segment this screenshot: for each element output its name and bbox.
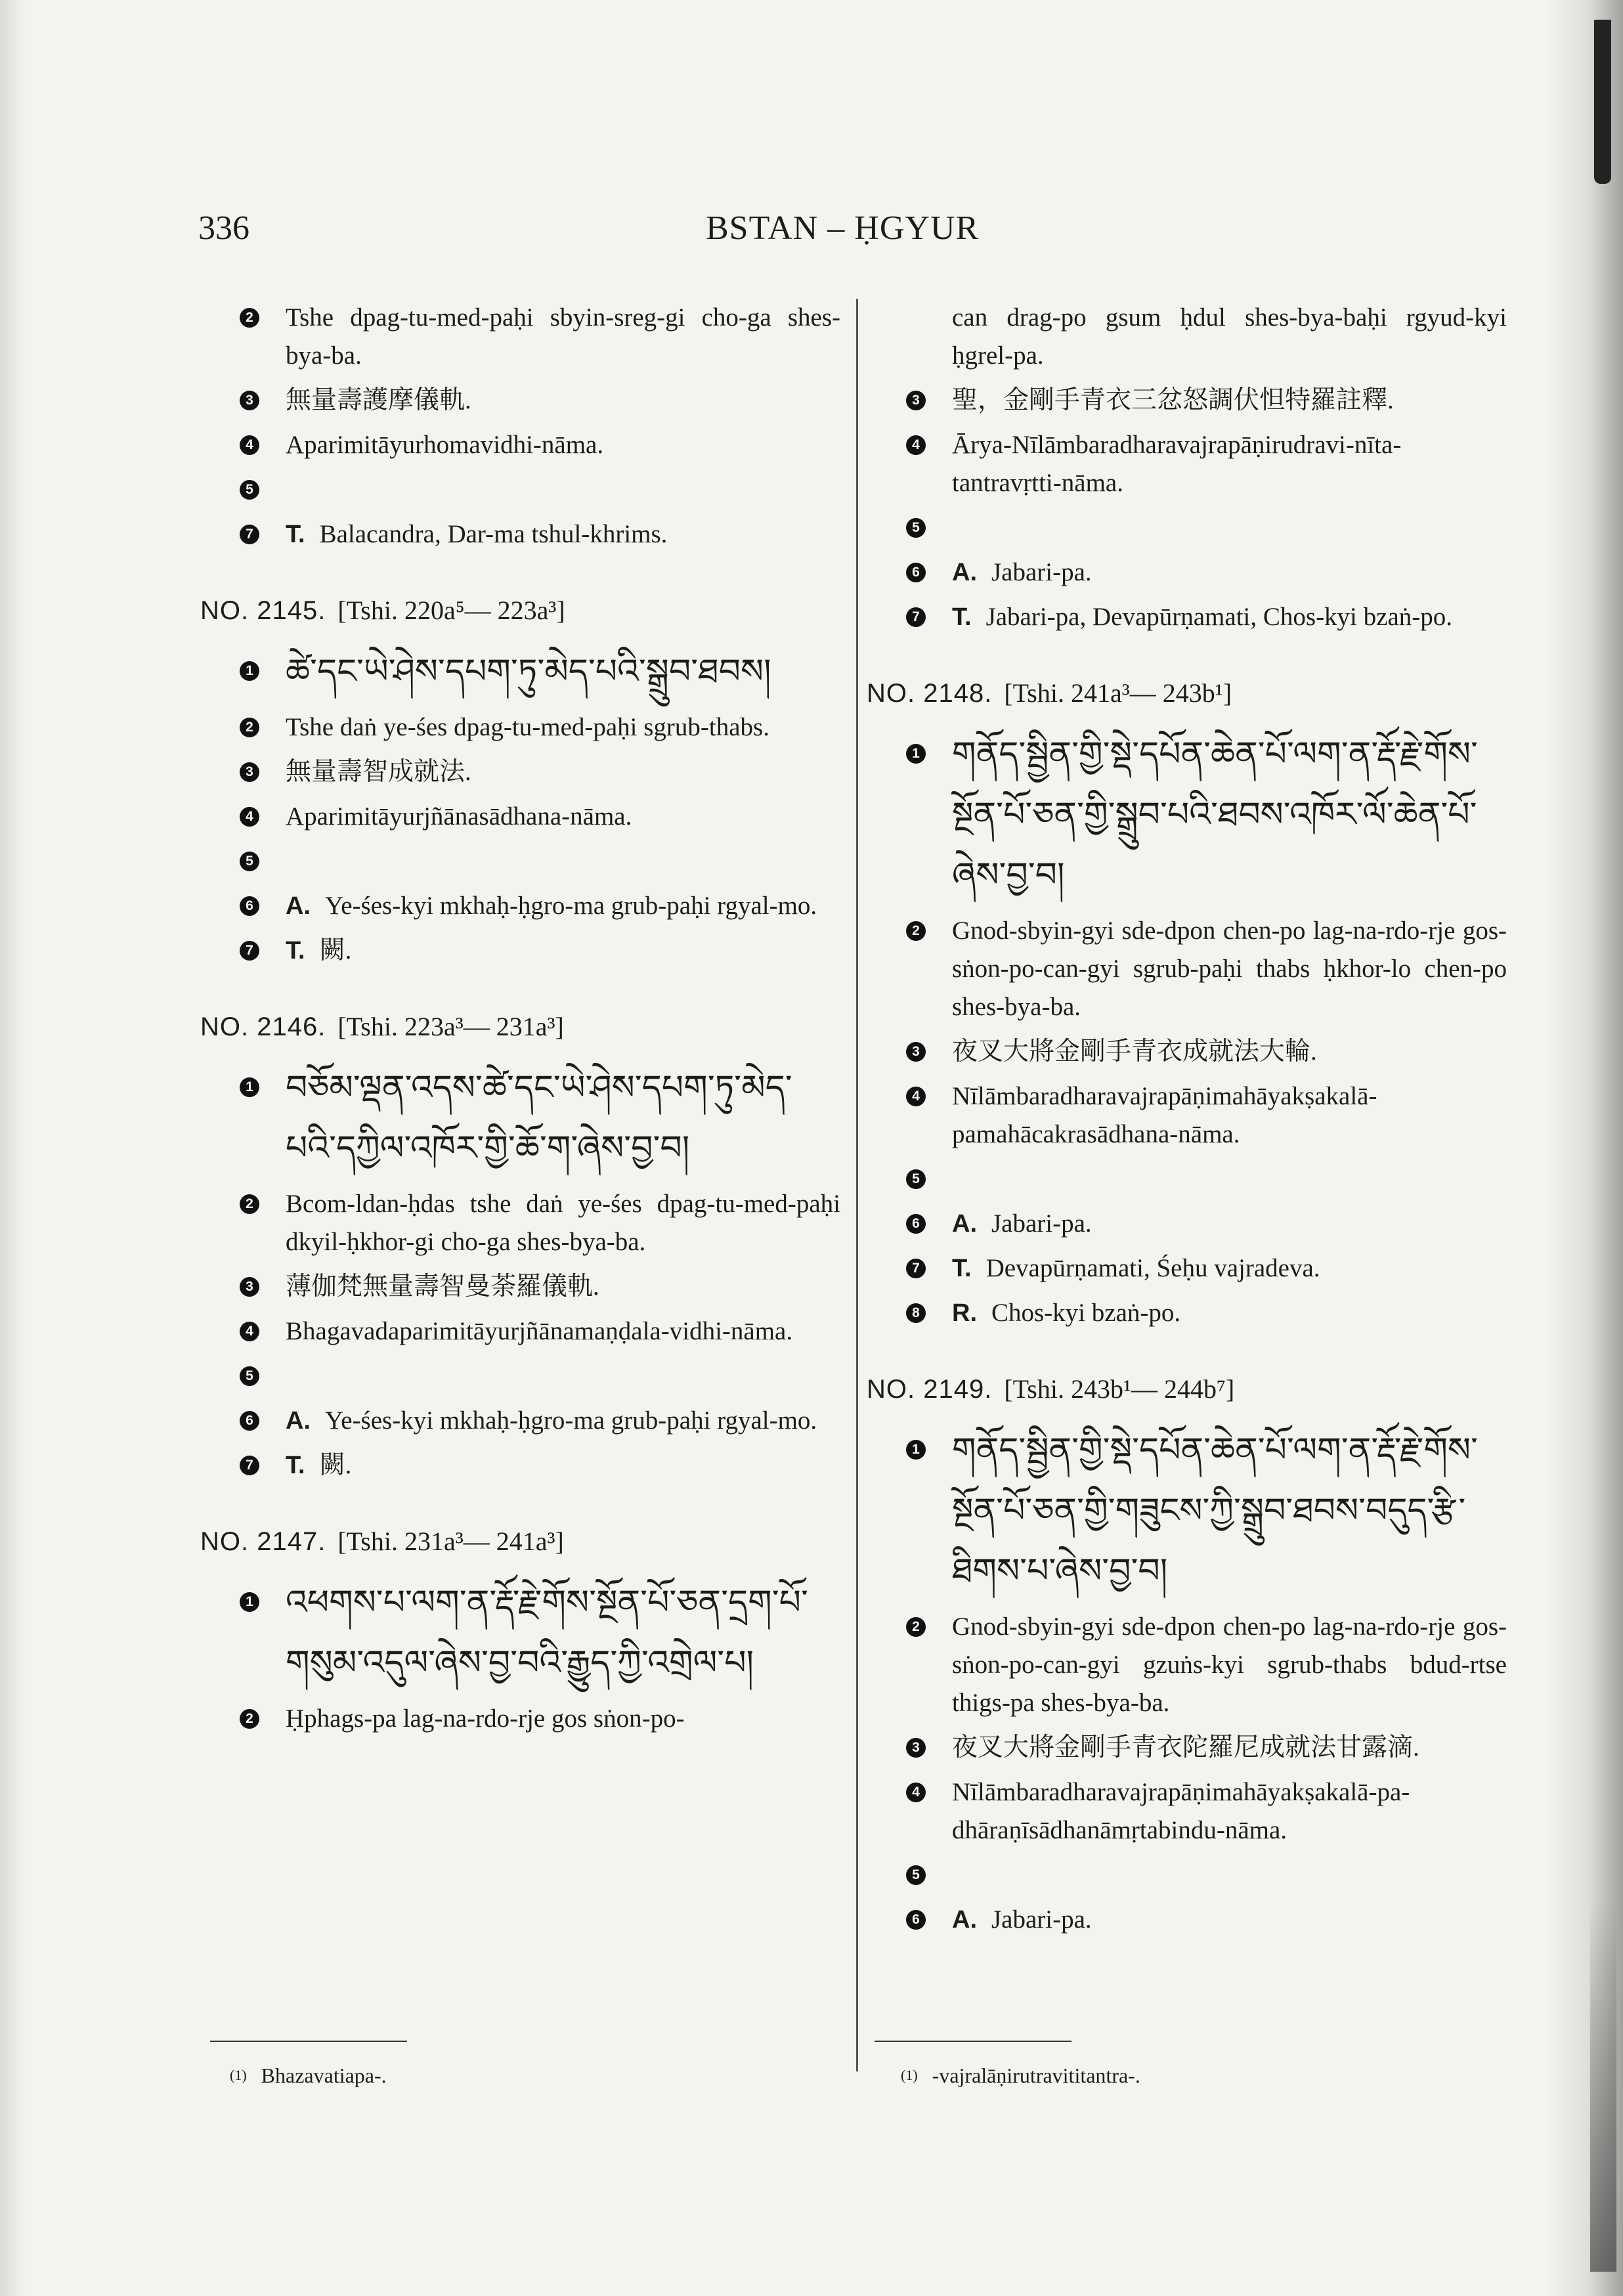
field-number-marker: 2	[240, 308, 259, 328]
field-5	[200, 1357, 840, 1395]
field-4	[867, 1077, 1507, 1154]
field-value: Nīlāmbaradharavajrapāṇimahāyakṣakalā-pamahācakrasādhana-nāma.	[952, 1082, 1377, 1148]
field-number-marker: 4	[906, 1087, 926, 1106]
field-number-marker: 2	[906, 921, 926, 941]
field-tag: T.	[952, 603, 972, 631]
field-value: Jabari-pa.	[991, 1905, 1092, 1934]
footnote-right	[901, 2064, 1140, 2088]
field-6	[867, 1205, 1507, 1243]
tibetan-title	[952, 724, 1507, 905]
tibetan-text: འཕགས་པ་ལག་ན་རྡོ་རྗེ་གོས་སྔོན་པོ་ཅན་དྲག་པོ་གསུམ་འདུལ་ཞེས་བྱ་བའི་རྒྱུད་ཀྱི་འགྲེལ་པ།	[286, 1583, 808, 1683]
field-value: Ye-śes-kyi mkhaḥ-ḥgro-ma grub-paḥi rgyal-mo.	[325, 1406, 817, 1435]
field-number-marker: 2	[240, 718, 259, 737]
entry-number: NO. 2147.	[200, 1527, 326, 1556]
tibetan-title	[286, 641, 840, 702]
field-value: Gnod-sbyin-gyi sde-dpon chen-po lag-na-rdo-rje gos-sṅon-po-can-gyi gzuṅs-kyi sgrub-thabs bdud-rtse thigs-pa shes-bya-ba.	[952, 1613, 1507, 1717]
field-number-marker: 1	[240, 1077, 259, 1097]
entry-heading	[867, 1370, 1507, 1408]
entry-heading	[200, 1008, 840, 1046]
field-text	[952, 381, 1507, 420]
field-number-marker: 1	[906, 744, 926, 764]
footnote-text: Bhazavatiapa-.	[261, 2064, 387, 2087]
field-value: Ye-śes-kyi mkhaḥ-ḥgro-ma grub-paḥi rgyal-mo.	[325, 892, 817, 920]
footnote-text: -vajralāṇirutravititantra-.	[932, 2064, 1140, 2087]
field-number-marker: 4	[240, 435, 259, 455]
field-3	[867, 381, 1507, 420]
field-number-marker: 5	[906, 1865, 926, 1885]
field-3	[200, 381, 840, 420]
folio-reference: [Tshi. 243b¹— 244b⁷]	[1004, 1374, 1235, 1404]
entry-heading	[200, 592, 840, 630]
field-2	[867, 1608, 1507, 1722]
field-7	[200, 515, 840, 553]
field-tag: R.	[952, 1299, 977, 1327]
field-value: Jabari-pa, Devapūrṇamati, Chos-kyi bzaṅ-po.	[985, 603, 1452, 631]
field-value: Balacandra, Dar-ma tshul-khrims.	[319, 520, 668, 548]
field-number-marker: 2	[240, 1709, 259, 1729]
field-text	[286, 381, 840, 420]
field-6	[867, 1901, 1507, 1939]
field-text	[286, 887, 840, 925]
field-number-marker: 6	[906, 1910, 926, 1930]
tibetan-title	[286, 1572, 840, 1693]
field-value: 無量壽智成就法.	[286, 758, 471, 786]
field-7	[867, 598, 1507, 636]
field-2	[200, 1700, 840, 1738]
field-value: Tshe daṅ ye-śes dpag-tu-med-paḥi sgrub-thabs.	[286, 713, 769, 741]
field-text	[952, 426, 1507, 502]
field-text	[952, 1077, 1507, 1154]
field-text	[286, 1185, 840, 1261]
field-text	[286, 753, 840, 791]
entry-number: NO. 2148.	[867, 679, 993, 708]
field-value: Jabari-pa.	[991, 1209, 1092, 1238]
entry-heading	[200, 1523, 840, 1561]
field-value: 聖，金剛手青衣三忿怒調伏怛特羅註釋.	[952, 386, 1394, 414]
tibetan-text: གནོད་སྦྱིན་གྱི་སྡེ་དཔོན་ཆེན་པོ་ལག་ན་རྡོ་རྗེ་གོས་སྔོན་པོ་ཅན་གྱི་སྒྲུབ་པའི་ཐབས་འཁོར་ལོ་ཆེན་པོ་ཞེས་བྱ་བ།	[952, 735, 1478, 895]
field-text	[952, 1205, 1507, 1243]
field-value: 夜叉大將金剛手青衣陀羅尼成就法甘露滴.	[952, 1733, 1419, 1762]
field-tag: T.	[952, 1255, 972, 1282]
field-text	[286, 798, 840, 836]
field-4	[200, 1312, 840, 1351]
field-7	[200, 1446, 840, 1484]
field-number-marker: 7	[240, 525, 259, 544]
footnote-left	[230, 2064, 387, 2088]
field-value: 薄伽梵無量壽智曼荼羅儀軌.	[286, 1272, 599, 1301]
folio-reference: [Tshi. 231a³— 241a³]	[337, 1527, 564, 1556]
field-value: Devapūrṇamati, Śeḥu vajradeva.	[985, 1254, 1320, 1282]
field-4	[867, 426, 1507, 502]
field-text	[286, 426, 840, 464]
field-number-marker: 2	[240, 1194, 259, 1214]
field-text	[286, 708, 840, 747]
field-number-marker: 5	[906, 1169, 926, 1189]
tibetan-text: ཚེ་དང་ཡེ་ཤེས་དཔག་ཏུ་མེད་པའི་སྒྲུབ་ཐབས།	[286, 652, 771, 691]
field-1	[200, 641, 840, 702]
field-8	[867, 1294, 1507, 1332]
scan-right-edge	[1544, 0, 1623, 2296]
field-6	[200, 1402, 840, 1440]
field-text	[952, 553, 1507, 592]
field-number-marker: 5	[240, 852, 259, 871]
catalog-entry	[867, 1370, 1507, 1939]
field-tag: A.	[952, 559, 977, 586]
scan-left-grain	[0, 0, 26, 2296]
field-2	[867, 912, 1507, 1026]
field-number-marker: 5	[240, 1366, 259, 1386]
folio-reference: [Tshi. 241a³— 243b¹]	[1004, 678, 1232, 708]
field-2	[200, 708, 840, 747]
field-text	[952, 1033, 1507, 1071]
folio-reference: [Tshi. 223a³— 231a³]	[337, 1012, 564, 1041]
catalog-entry	[867, 674, 1507, 1332]
field-number-marker: 1	[906, 1440, 926, 1460]
field-number-marker: 7	[240, 1456, 259, 1475]
field-4	[867, 1773, 1507, 1850]
field-number-marker: 5	[240, 480, 259, 500]
entry-heading	[867, 674, 1507, 712]
field-value: Bhagavadaparimitāyurjñānamaṇḍala-vidhi-nāma.	[286, 1317, 793, 1345]
field-number-marker: 7	[240, 941, 259, 961]
field-text	[286, 1312, 840, 1351]
field-tag: T.	[286, 1452, 305, 1479]
field-value: Tshe dpag-tu-med-paḥi sbyin-sreg-gi cho-ga shes-bya-ba.	[286, 303, 840, 370]
field-5	[200, 471, 840, 509]
field-4	[200, 798, 840, 836]
field-text	[286, 1268, 840, 1306]
footnote-marker: (1)	[230, 2067, 247, 2083]
left-column	[200, 299, 840, 1776]
field-value: Ḥphags-pa lag-na-rdo-rje gos sṅon-po-	[286, 1704, 685, 1733]
field-number-marker: 7	[906, 607, 926, 627]
field-text	[286, 1402, 840, 1440]
field-value: 闕.	[319, 1451, 352, 1479]
field-tag: T.	[286, 521, 305, 548]
field-3	[867, 1033, 1507, 1071]
field-number-marker: 7	[906, 1259, 926, 1278]
field-text	[952, 1901, 1507, 1939]
catalog-entry	[200, 592, 840, 970]
field-value: 無量壽護摩儀軌.	[286, 386, 471, 414]
field-3	[200, 1268, 840, 1306]
field-tag: A.	[286, 1407, 311, 1435]
field-tag: A.	[286, 892, 311, 920]
field-number-marker: 8	[906, 1303, 926, 1323]
catalog-entry	[200, 1008, 840, 1484]
field-text	[286, 299, 840, 375]
tibetan-title	[952, 1420, 1507, 1601]
field-2	[200, 299, 840, 375]
field-1	[200, 1058, 840, 1179]
folio-reference: [Tshi. 220a⁵— 223a³]	[337, 596, 565, 625]
field-2	[200, 1185, 840, 1261]
field-6	[867, 553, 1507, 592]
field-number-marker: 6	[240, 896, 259, 916]
field-text	[952, 1729, 1507, 1767]
field-5	[867, 509, 1507, 547]
field-tag: A.	[952, 1906, 977, 1934]
entry-number: NO. 2146.	[200, 1012, 326, 1041]
field-7	[867, 1249, 1507, 1288]
field-text	[286, 515, 840, 553]
field-value: Aparimitāyurhomavidhi-nāma.	[286, 431, 604, 459]
tibetan-title	[286, 1058, 840, 1179]
field-number-marker: 4	[240, 807, 259, 827]
field-5	[867, 1160, 1507, 1198]
column-divider	[856, 299, 858, 2071]
field-5	[867, 1856, 1507, 1894]
field-text	[952, 1294, 1507, 1332]
field-tag: A.	[952, 1210, 977, 1238]
field-number-marker: 2	[906, 1617, 926, 1637]
continued-text: can drag-po gsum ḥdul shes-bya-baḥi rgyud-kyi ḥgrel-pa.	[952, 303, 1507, 370]
field-text	[286, 1446, 840, 1484]
scan-edge-shadow	[1590, 1904, 1616, 2272]
field-number-marker: 6	[906, 563, 926, 582]
field-3	[200, 753, 840, 791]
field-1	[867, 1420, 1507, 1601]
field-value: Aparimitāyurjñānasādhana-nāma.	[286, 802, 632, 831]
field-text	[286, 932, 840, 970]
field-4	[200, 426, 840, 464]
field-number-marker: 3	[906, 391, 926, 410]
footnote-rule-right	[875, 2041, 1071, 2042]
field-1	[867, 724, 1507, 905]
field-value: 闕.	[319, 936, 352, 964]
field-number-marker: 3	[906, 1042, 926, 1062]
field-number-marker: 4	[906, 435, 926, 455]
field-tag: T.	[286, 937, 305, 964]
field-5	[200, 842, 840, 880]
field-value: Chos-kyi bzaṅ-po.	[991, 1299, 1181, 1327]
field-7	[200, 932, 840, 970]
field-number-marker: 6	[906, 1214, 926, 1234]
field-text	[952, 598, 1507, 636]
field-value: 夜叉大將金剛手青衣成就法大輪.	[952, 1037, 1317, 1066]
field-number-marker: 3	[240, 1277, 259, 1297]
field-value: Ārya-Nīlāmbaradharavajrapāṇirudravi-nīta-tantravṛtti-nāma.	[952, 431, 1402, 497]
field-value: Bcom-ldan-ḥdas tshe daṅ ye-śes dpag-tu-med-paḥi dkyil-ḥkhor-gi cho-ga shes-bya-ba.	[286, 1190, 840, 1256]
field-number-marker: 1	[240, 661, 259, 681]
tibetan-text: གནོད་སྦྱིན་གྱི་སྡེ་དཔོན་ཆེན་པོ་ལག་ན་རྡོ་རྗེ་གོས་སྔོན་པོ་ཅན་གྱི་གཟུངས་ཀྱི་སྒྲུབ་ཐབས་བདུད་རྩི་ཐིགས་པ་ཞེས་བྱ་བ།	[952, 1431, 1478, 1591]
field-6	[200, 887, 840, 925]
field-number-marker: 6	[240, 1411, 259, 1431]
field-value: Nīlāmbaradharavajrapāṇimahāyakṣakalā-pa-dhāraṇīsādhanāmṛtabindu-nāma.	[952, 1778, 1410, 1844]
field-number-marker: 5	[906, 518, 926, 538]
field-text	[952, 912, 1507, 1026]
page-number: 336	[198, 209, 249, 247]
footnote-rule-left	[210, 2041, 407, 2042]
tibetan-text: བཅོམ་ལྡན་འདས་ཚེ་དང་ཡེ་ཤེས་དཔག་ཏུ་མེད་པའི་དཀྱིལ་འཁོར་གྱི་ཆོ་ག་ཞེས་བྱ་བ།	[286, 1068, 792, 1168]
field-text	[952, 1773, 1507, 1850]
field-1	[200, 1572, 840, 1693]
field-number-marker: 1	[240, 1592, 259, 1612]
field-3	[867, 1729, 1507, 1767]
field-text	[952, 1608, 1507, 1722]
field-number-marker: 3	[240, 762, 259, 782]
entry-number: NO. 2149.	[867, 1375, 993, 1404]
catalog-entry	[200, 1523, 840, 1738]
running-head: BSTAN – ḤGYUR	[706, 209, 980, 247]
field-number-marker: 3	[906, 1738, 926, 1758]
entry-number: NO. 2145.	[200, 596, 326, 625]
field-text	[952, 1249, 1507, 1288]
field-number-marker: 4	[240, 1322, 259, 1341]
field-value: Jabari-pa.	[991, 558, 1092, 586]
field-value: Gnod-sbyin-gyi sde-dpon chen-po lag-na-rdo-rje gos-sṅon-po-can-gyi sgrub-paḥi thabs ḥkhor-lo chen-po shes-bya-ba.	[952, 917, 1507, 1021]
footnote-marker: (1)	[901, 2067, 918, 2083]
right-column	[867, 299, 1507, 1977]
field-number-marker: 4	[906, 1783, 926, 1802]
field-number-marker: 3	[240, 391, 259, 410]
scan-binding-mark	[1594, 20, 1611, 184]
field-text	[286, 1700, 840, 1738]
